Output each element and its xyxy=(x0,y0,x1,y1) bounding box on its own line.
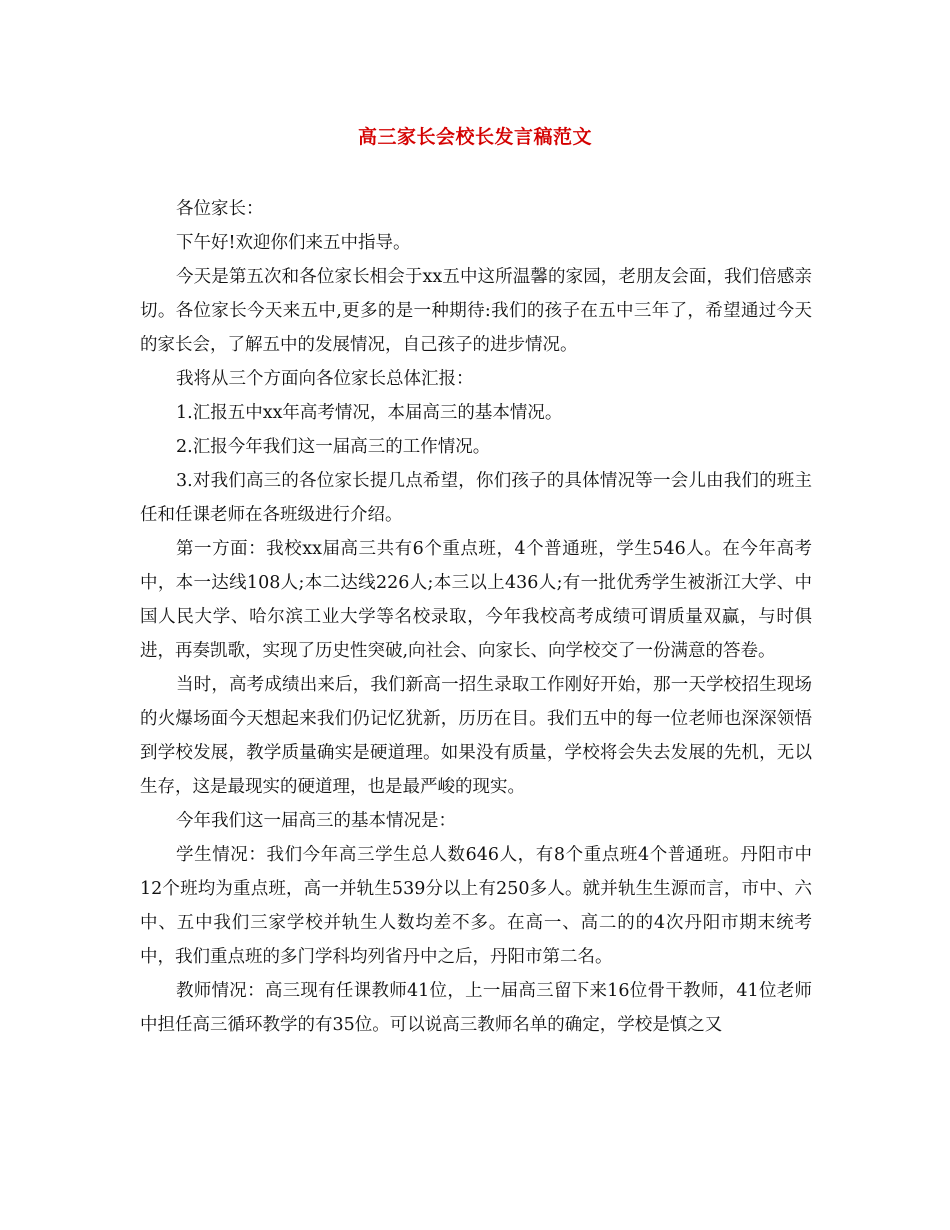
document-title: 高三家长会校长发言稿范文 xyxy=(357,126,592,148)
paragraph-item-1: 1.汇报五中xx年高考情况，本届高三的基本情况。 xyxy=(176,403,563,423)
paragraph-recollection: 当时，高考成绩出来后，我们新高一招生录取工作刚好开始，那一天学校招生现场的火爆场面今天想起来我们仍记忆犹新，历历在目。我们五中的每一位老师也深深领悟到学校发展，教学质量确实是硬道理。如果没有质量，学校将会失去发展的先机，无以生存，这是最现实的硬道理，也是最严峻的现实。 xyxy=(140,675,812,797)
paragraph-student-situation: 学生情况：我们今年高三学生总人数646人，有8个重点班4个普通班。丹阳市中12个班均为重点班，高一并轨生539分以上有250多人。就并轨生生源而言，市中、六中、五中我们三家学校并轨生人数均差不多。在高一、高二的的4次丹阳市期末统考中，我们重点班的多门学科均列省丹中之后，丹阳市第二名。 xyxy=(140,845,812,967)
paragraph-basic-situation: 今年我们这一届高三的基本情况是： xyxy=(176,811,456,831)
paragraph-intro: 今天是第五次和各位家长相会于xx五中这所温馨的家园，老朋友会面，我们倍感亲切。各位家长今天来五中,更多的是一种期待:我们的孩子在五中三年了，希望通过今天的家长会，了解五中的发展情况，自己孩子的进步情况。 xyxy=(140,267,812,355)
paragraph-welcome: 下午好!欢迎你们来五中指导。 xyxy=(176,233,411,253)
paragraph-outline: 我将从三个方面向各位家长总体汇报： xyxy=(176,369,474,389)
paragraph-teacher-situation: 教师情况：高三现有任课教师41位，上一届高三留下来16位骨干教师，41位老师中担任高三循环教学的有35位。可以说高三教师名单的确定，学校是慎之又 xyxy=(140,981,812,1035)
paragraph-item-2: 2.汇报今年我们这一届高三的工作情况。 xyxy=(176,437,491,457)
paragraph-first-aspect: 第一方面：我校xx届高三共有6个重点班，4个普通班，学生546人。在今年高考中，本一达线108人;本二达线226人;本三以上436人;有一批优秀学生被浙江大学、中国人民大学、哈尔滨工业大学等名校录取，今年我校高考成绩可谓质量双赢，与时俱进，再奏凯歌，实现了历史性突破,向社会、向家长、向学校交了一份满意的答卷。 xyxy=(140,539,812,661)
document-body xyxy=(140,192,812,1042)
paragraph-greeting: 各位家长： xyxy=(176,199,264,219)
paragraph-item-3: 3.对我们高三的各位家长提几点希望，你们孩子的具体情况等一会儿由我们的班主任和任课老师在各班级进行介绍。 xyxy=(140,471,812,525)
